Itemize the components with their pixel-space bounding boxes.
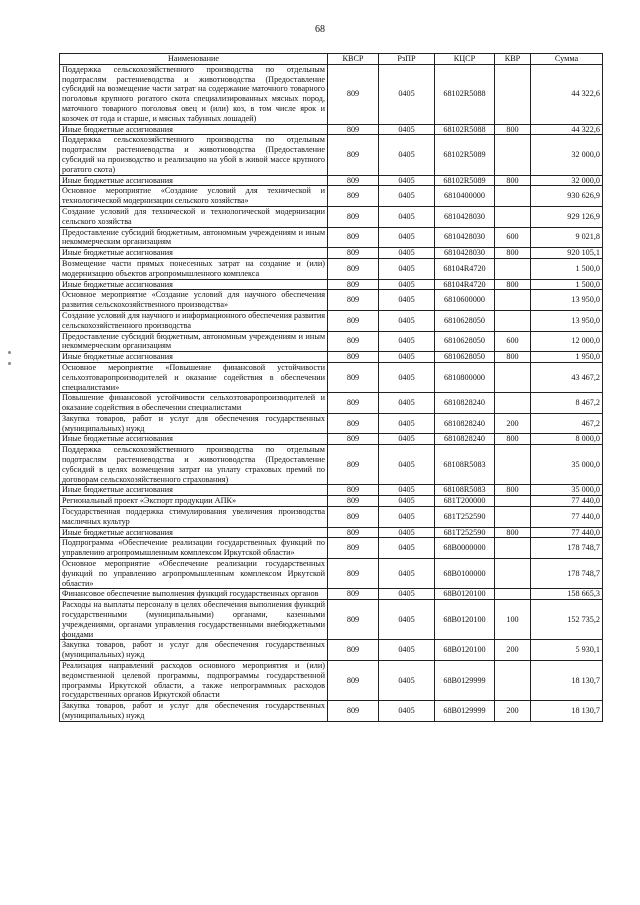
cell-kvr [495,64,531,124]
cell-name: Закупка товаров, работ и услуг для обеспечения государственных (муниципальных) нужд [60,413,328,434]
cell-kvsr: 809 [328,227,379,248]
cell-rzpr: 0405 [379,248,435,259]
cell-kvsr: 809 [328,496,379,507]
cell-rzpr: 0405 [379,600,435,640]
cell-name: Иные бюджетные ассигнования [60,248,328,259]
cell-kvsr: 809 [328,64,379,124]
cell-kvr: 800 [495,248,531,259]
cell-name: Расходы на выплаты персоналу в целях обеспечения выполнения функций государственными (муниципальными) органами, казенными учреждениями, органами управления государственными внебюджетными фондами [60,600,328,640]
cell-name: Финансовое обеспечение выполнения функций государственных органов [60,589,328,600]
cell-kcsr: 68B0120100 [435,600,495,640]
cell-kcsr: 68104R4720 [435,258,495,279]
cell-sum: 9 021,8 [531,227,603,248]
cell-kvsr: 809 [328,661,379,701]
table-row [60,362,603,392]
cell-name: Иные бюджетные ассигнования [60,352,328,363]
cell-kcsr: 68B0129999 [435,701,495,722]
cell-name: Поддержка сельскохозяйственного производства по отдельным подотраслям растениеводства и животноводства (Предоставление субсидий на производство и реализацию на убой в живой массе крупного рогатого скота) [60,135,328,175]
cell-kvr: 800 [495,279,531,290]
cell-kcsr: 68B0129999 [435,661,495,701]
cell-name: Иные бюджетные ассигнования [60,279,328,290]
cell-sum: 8 000,0 [531,434,603,445]
cell-kvr [495,258,531,279]
cell-kvr: 200 [495,701,531,722]
cell-kvr: 600 [495,227,531,248]
cell-name: Иные бюджетные ассигнования [60,434,328,445]
cell-rzpr: 0405 [379,496,435,507]
cell-kcsr: 6810828240 [435,413,495,434]
col-rzpr-header: РзПР [379,54,435,65]
cell-kvr [495,393,531,414]
cell-sum: 35 000,0 [531,485,603,496]
cell-sum: 12 000,0 [531,331,603,352]
col-kvr-header: КВР [495,54,531,65]
cell-name: Закупка товаров, работ и услуг для обеспечения государственных (муниципальных) нужд [60,640,328,661]
cell-kvsr: 809 [328,175,379,186]
table-row [60,661,603,701]
cell-sum: 930 626,9 [531,186,603,207]
cell-rzpr: 0405 [379,258,435,279]
cell-kcsr: 68B0120100 [435,589,495,600]
cell-kvr [495,589,531,600]
cell-kcsr: 68108R5083 [435,485,495,496]
col-kvsr-header: КВСР [328,54,379,65]
table-row [60,248,603,259]
cell-rzpr: 0405 [379,559,435,589]
cell-kvsr: 809 [328,135,379,175]
margin-dot [8,351,11,354]
cell-name: Государственная поддержка стимулирования увеличения производства масличных культур [60,507,328,528]
cell-sum: 32 000,0 [531,175,603,186]
cell-kvsr: 809 [328,362,379,392]
cell-kcsr: 68102R5088 [435,64,495,124]
cell-rzpr: 0405 [379,135,435,175]
cell-kvr [495,496,531,507]
cell-rzpr: 0405 [379,290,435,311]
cell-rzpr: 0405 [379,279,435,290]
cell-kcsr: 681T252590 [435,527,495,538]
cell-sum: 1 500,0 [531,279,603,290]
table-row [60,485,603,496]
cell-rzpr: 0405 [379,206,435,227]
cell-sum: 77 440,0 [531,527,603,538]
table-row [60,135,603,175]
cell-kvsr: 809 [328,290,379,311]
cell-kvsr: 809 [328,559,379,589]
table-row [60,124,603,135]
cell-kcsr: 68B0000000 [435,538,495,559]
cell-kvsr: 809 [328,352,379,363]
col-sum-header: Сумма [531,54,603,65]
cell-rzpr: 0405 [379,413,435,434]
table-row [60,206,603,227]
cell-kvsr: 809 [328,279,379,290]
cell-sum: 152 735,2 [531,600,603,640]
cell-kvsr: 809 [328,434,379,445]
cell-name: Основное мероприятие «Обеспечение реализации государственных функций по управлению агропромышленным комплексом Иркутской области» [60,559,328,589]
table-row [60,352,603,363]
cell-kvsr: 809 [328,310,379,331]
table-row [60,175,603,186]
cell-rzpr: 0405 [379,310,435,331]
table-row [60,64,603,124]
table-row [60,434,603,445]
cell-kcsr: 6810628050 [435,310,495,331]
cell-kvsr: 809 [328,186,379,207]
cell-kcsr: 6810828240 [435,434,495,445]
cell-name: Региональный проект «Экспорт продукции АПК» [60,496,328,507]
cell-kvr: 100 [495,600,531,640]
cell-sum: 8 467,2 [531,393,603,414]
cell-kcsr: 6810600000 [435,290,495,311]
cell-kcsr: 6810628050 [435,352,495,363]
table-row [60,290,603,311]
margin-dot [8,362,11,365]
table-row [60,538,603,559]
cell-kvsr: 809 [328,527,379,538]
cell-kvsr: 809 [328,701,379,722]
cell-rzpr: 0405 [379,527,435,538]
cell-kvr: 600 [495,331,531,352]
cell-kvr [495,538,531,559]
cell-sum: 929 126,9 [531,206,603,227]
cell-sum: 77 440,0 [531,496,603,507]
cell-kvsr: 809 [328,248,379,259]
cell-sum: 467,2 [531,413,603,434]
cell-kcsr: 68108R5083 [435,445,495,485]
cell-sum: 5 930,1 [531,640,603,661]
cell-kvsr: 809 [328,258,379,279]
table-row [60,310,603,331]
budget-table [59,53,603,722]
cell-rzpr: 0405 [379,186,435,207]
cell-rzpr: 0405 [379,362,435,392]
cell-kvsr: 809 [328,206,379,227]
cell-sum: 77 440,0 [531,507,603,528]
cell-kvr [495,362,531,392]
cell-name: Поддержка сельскохозяйственного производства по отдельным подотраслям растениеводства и животноводства (Предоставление субсидий на возмещение части затрат на содержание маточного товарного поголовья крупного рогатого скота специализированных мясных пород, маточного товарного поголовья овец и (или) коз, в том числе ярок и козочек от года и старше, и мясных табунных лошадей) [60,64,328,124]
cell-kvr: 800 [495,485,531,496]
cell-kvr: 800 [495,527,531,538]
cell-name: Основное мероприятие «Повышение финансовой устойчивости сельхозтоваропроизводителей и оказание содействия в обеспечении специалистами» [60,362,328,392]
cell-sum: 178 748,7 [531,559,603,589]
cell-rzpr: 0405 [379,589,435,600]
cell-kvsr: 809 [328,393,379,414]
cell-rzpr: 0405 [379,445,435,485]
table-row [60,600,603,640]
table-row [60,496,603,507]
cell-kcsr: 681T200000 [435,496,495,507]
cell-sum: 32 000,0 [531,135,603,175]
cell-kcsr: 6810400000 [435,186,495,207]
table-row [60,413,603,434]
cell-name: Основное мероприятие «Создание условий для технической и технологической модернизации сельского хозяйства» [60,186,328,207]
cell-sum: 18 130,7 [531,701,603,722]
cell-name: Возмещение части прямых понесенных затрат на создание и (или) модернизацию объектов агропромышленного комплекса [60,258,328,279]
cell-rzpr: 0405 [379,485,435,496]
cell-rzpr: 0405 [379,227,435,248]
cell-name: Предоставление субсидий бюджетным, автономным учреждениям и иным некоммерческим организациям [60,227,328,248]
header-row [60,54,603,65]
table-row [60,507,603,528]
cell-rzpr: 0405 [379,701,435,722]
cell-kcsr: 68104R4720 [435,279,495,290]
cell-sum: 920 105,1 [531,248,603,259]
cell-sum: 18 130,7 [531,661,603,701]
cell-kcsr: 6810828240 [435,393,495,414]
cell-kcsr: 6810800000 [435,362,495,392]
cell-rzpr: 0405 [379,331,435,352]
cell-kcsr: 6810428030 [435,248,495,259]
cell-kvr [495,661,531,701]
cell-rzpr: 0405 [379,124,435,135]
table-row [60,331,603,352]
cell-name: Подпрограмма «Обеспечение реализации государственных функций по управлению агропромышленным комплексом Иркутской области» [60,538,328,559]
cell-kcsr: 681T252590 [435,507,495,528]
cell-name: Создание условий для технической и технологической модернизации сельского хозяйства [60,206,328,227]
cell-kvsr: 809 [328,331,379,352]
cell-sum: 35 000,0 [531,445,603,485]
cell-kcsr: 68102R5089 [435,135,495,175]
cell-name: Основное мероприятие «Создание условий для научного обеспечения развития сельскохозяйственного производства» [60,290,328,311]
table-row [60,559,603,589]
cell-kvsr: 809 [328,445,379,485]
cell-rzpr: 0405 [379,393,435,414]
cell-kcsr: 68102R5089 [435,175,495,186]
page-number: 68 [315,24,325,35]
cell-kvr: 800 [495,175,531,186]
cell-sum: 1 500,0 [531,258,603,279]
cell-rzpr: 0405 [379,661,435,701]
cell-kvr [495,559,531,589]
cell-name: Иные бюджетные ассигнования [60,527,328,538]
cell-name: Иные бюджетные ассигнования [60,124,328,135]
table-body [60,64,603,721]
cell-rzpr: 0405 [379,640,435,661]
cell-kvsr: 809 [328,589,379,600]
cell-kvr [495,507,531,528]
cell-sum: 44 322,6 [531,64,603,124]
cell-sum: 1 950,0 [531,352,603,363]
table-header [60,54,603,65]
col-name-header: Наименование [60,54,328,65]
table-row [60,279,603,290]
cell-rzpr: 0405 [379,434,435,445]
cell-kcsr: 6810428030 [435,227,495,248]
cell-kvsr: 809 [328,640,379,661]
cell-name: Иные бюджетные ассигнования [60,175,328,186]
cell-sum: 43 467,2 [531,362,603,392]
table-row [60,227,603,248]
table-row [60,258,603,279]
cell-rzpr: 0405 [379,175,435,186]
cell-name: Закупка товаров, работ и услуг для обеспечения государственных (муниципальных) нужд [60,701,328,722]
cell-kvsr: 809 [328,485,379,496]
cell-sum: 44 322,6 [531,124,603,135]
cell-name: Предоставление субсидий бюджетным, автономным учреждениям и иным некоммерческим организациям [60,331,328,352]
cell-kcsr: 68B0120100 [435,640,495,661]
cell-rzpr: 0405 [379,64,435,124]
cell-name: Поддержка сельскохозяйственного производства по отдельным подотраслям растениеводства и животноводства (Предоставление субсидий в целях возмещения затрат на уплату страховых премий по договорам сельскохозяйственного страхования) [60,445,328,485]
cell-kcsr: 6810628050 [435,331,495,352]
cell-sum: 178 748,7 [531,538,603,559]
cell-rzpr: 0405 [379,507,435,528]
table-row [60,589,603,600]
cell-sum: 158 665,3 [531,589,603,600]
cell-kvr: 800 [495,434,531,445]
table-row [60,640,603,661]
table-row [60,527,603,538]
cell-kvr: 800 [495,352,531,363]
cell-name: Повышение финансовой устойчивости сельхозтоваропроизводителей и оказание содействия в обеспечении специалистами [60,393,328,414]
cell-sum: 13 950,0 [531,290,603,311]
cell-name: Создание условий для научного и информационного обеспечения развития сельскохозяйственного производства [60,310,328,331]
cell-rzpr: 0405 [379,352,435,363]
cell-sum: 13 950,0 [531,310,603,331]
cell-kvsr: 809 [328,507,379,528]
cell-kvr [495,445,531,485]
cell-kvsr: 809 [328,600,379,640]
cell-kcsr: 68102R5088 [435,124,495,135]
cell-kvr [495,310,531,331]
cell-kvsr: 809 [328,124,379,135]
table-row [60,393,603,414]
table-row [60,701,603,722]
table-row [60,186,603,207]
table-row [60,445,603,485]
cell-kvr: 800 [495,124,531,135]
cell-kvr [495,135,531,175]
cell-kcsr: 68B0100000 [435,559,495,589]
cell-kvr [495,186,531,207]
col-kcsr-header: КЦСР [435,54,495,65]
cell-kvsr: 809 [328,413,379,434]
cell-rzpr: 0405 [379,538,435,559]
cell-name: Иные бюджетные ассигнования [60,485,328,496]
cell-name: Реализация направлений расходов основного мероприятия и (или) ведомственной целевой программы, подпрограммы государственной программы Иркутской области, а также непрограммных расходов государственных органов Иркутской области [60,661,328,701]
cell-kvsr: 809 [328,538,379,559]
cell-kvr [495,206,531,227]
cell-kcsr: 6810428030 [435,206,495,227]
cell-kvr [495,290,531,311]
cell-kvr: 200 [495,413,531,434]
cell-kvr: 200 [495,640,531,661]
